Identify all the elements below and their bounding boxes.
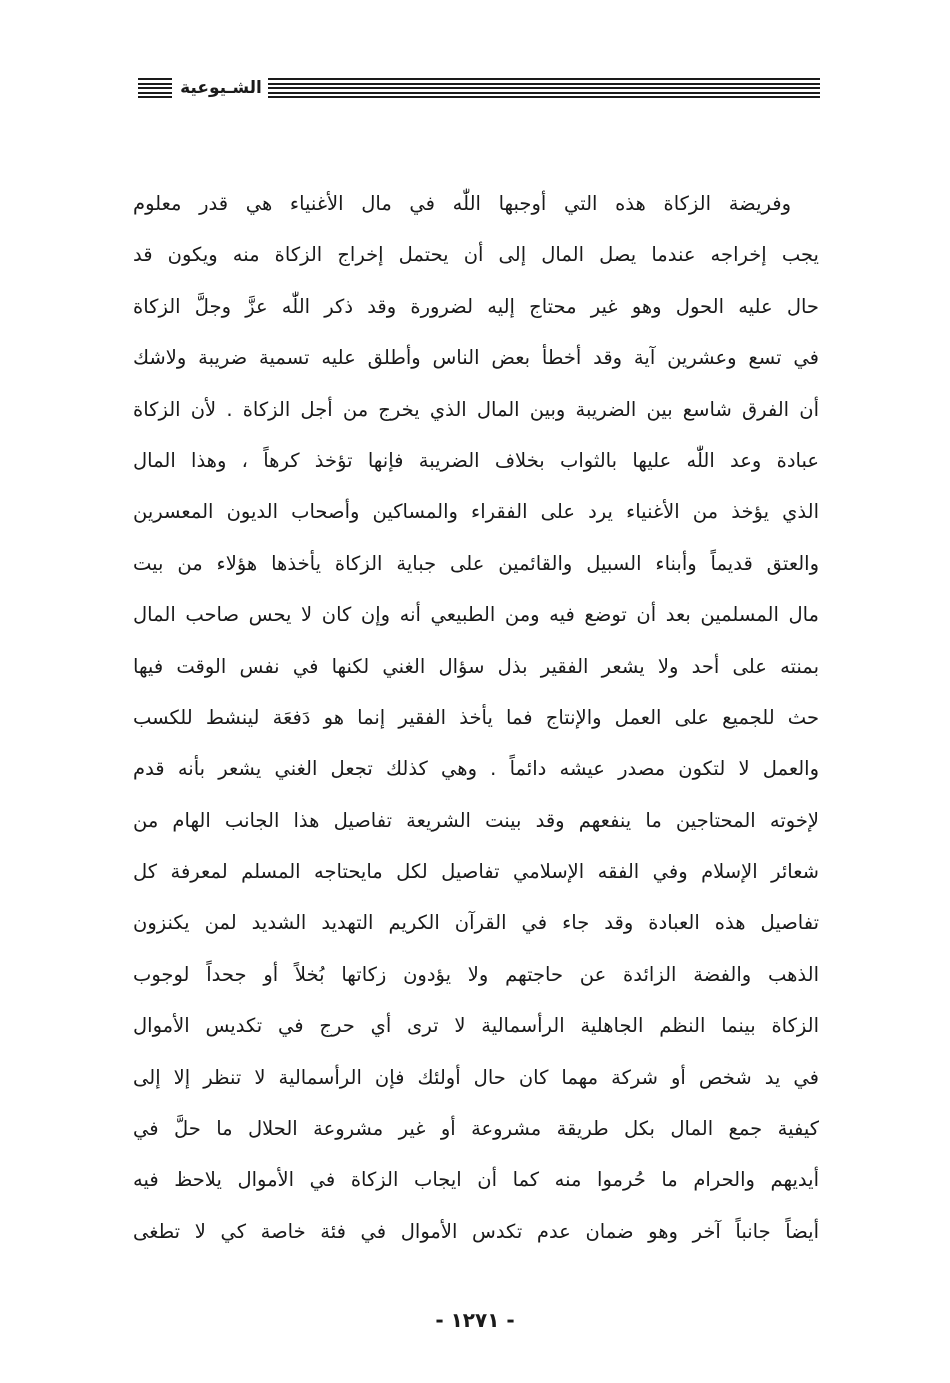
text-line: كيفية جمع المال بكل طريقة مشروعة أو غير مشروعة الحلال ما حلَّ في (133, 1117, 819, 1141)
text-line: أيديهم والحرام ما حُرموا منه كما أن ايجاب الزكاة في الأموال يلاحظ فيه (133, 1168, 819, 1192)
text-line: وفريضة الزكاة هذه التي أوجبها اللّٰه في مال الأغنياء هي قدر معلوم (133, 192, 791, 215)
header-rule-left (138, 78, 172, 100)
text-line: في تسع وعشرين آية وقد أخطأ بعض الناس وأطلق عليه تسمية ضريبة ولاشك (133, 346, 819, 370)
text-line: أن الفرق شاسع بين الضريبة وبين المال الذي يخرج من أجل الزكاة . لأن الزكاة (133, 397, 819, 421)
text-line: شعائر الإسلام وفي الفقه الإسلامي تفاصيل لكل مايحتاجه المسلم لمعرفة كل (133, 860, 819, 884)
text-line: الذي يؤخذ من الأغنياء يرد على الفقراء والمساكين وأصحاب الديون المعسرين (133, 500, 819, 524)
text-line: بمنته على أحد ولا يشعر الفقير بذل سؤال الغني لكنها في نفس الوقت فيها (133, 654, 819, 678)
text-line: أيضاً جانباً آخر وهو ضمان عدم تكدس الأموال في فئة خاصة كي لا تطغى (133, 1219, 819, 1243)
text-line: والعتق قديماً وأبناء السبيل والقائمين على جباية الزكاة يأخذها هؤلاء من بيت (133, 551, 819, 575)
header-title: الشـيوعية (180, 78, 262, 98)
text-line: عبادة وعد اللّٰه عليها بالثواب بخلاف الضريبة فإنها تؤخذ كرهاً ، وهذا المال (133, 448, 819, 472)
text-line: مال المسلمين بعد أن توضع فيه ومن الطبيعي أنه وإن كان لا يحس صاحب المال (133, 603, 819, 627)
text-line: تفاصيل هذه العبادة وقد جاء في القرآن الكريم التهديد الشديد لمن يكنزون (133, 911, 819, 935)
text-line: الذهب والفضة الزائدة عن حاجتهم ولا يؤدون زكاتها بُخلاً أو جحداً لوجوب (133, 962, 819, 986)
text-line: يجب إخراجه عندما يصل المال إلى أن يحتمل إخراج الزكاة منه ويكون قد (133, 243, 819, 267)
running-header (138, 72, 820, 106)
page-number: - ١٢٧١ - (435, 1308, 515, 1332)
body-text (133, 178, 819, 1257)
text-line: حث للجميع على العمل والإنتاج فما يأخذ الفقير إنما هو دَفعَة لينشط للكسب (133, 705, 819, 729)
text-line: في يد شخص أو شركة مهما كان حال أولئك فإن الرأسمالية لا تنظر إلا إلى (133, 1065, 819, 1089)
header-rule-right (268, 78, 820, 100)
text-line: والعمل لا لتكون مصدر عيشه دائماً . وهي كذلك تجعل الغني يشعر بأنه قدم (133, 757, 819, 781)
text-line: لإخوته المحتاجين ما ينفعهم وقد بينت الشريعة تفاصيل هذا الجانب الهام من (133, 808, 819, 832)
text-line: حال عليه الحول وهو غير محتاج إليه لضرورة وقد ذكر اللّٰه عزَّ وجلَّ الزكاة (133, 294, 819, 318)
text-line: الزكاة بينما النظم الجاهلية الرأسمالية لا ترى أي حرج في تكديس الأموال (133, 1014, 819, 1038)
